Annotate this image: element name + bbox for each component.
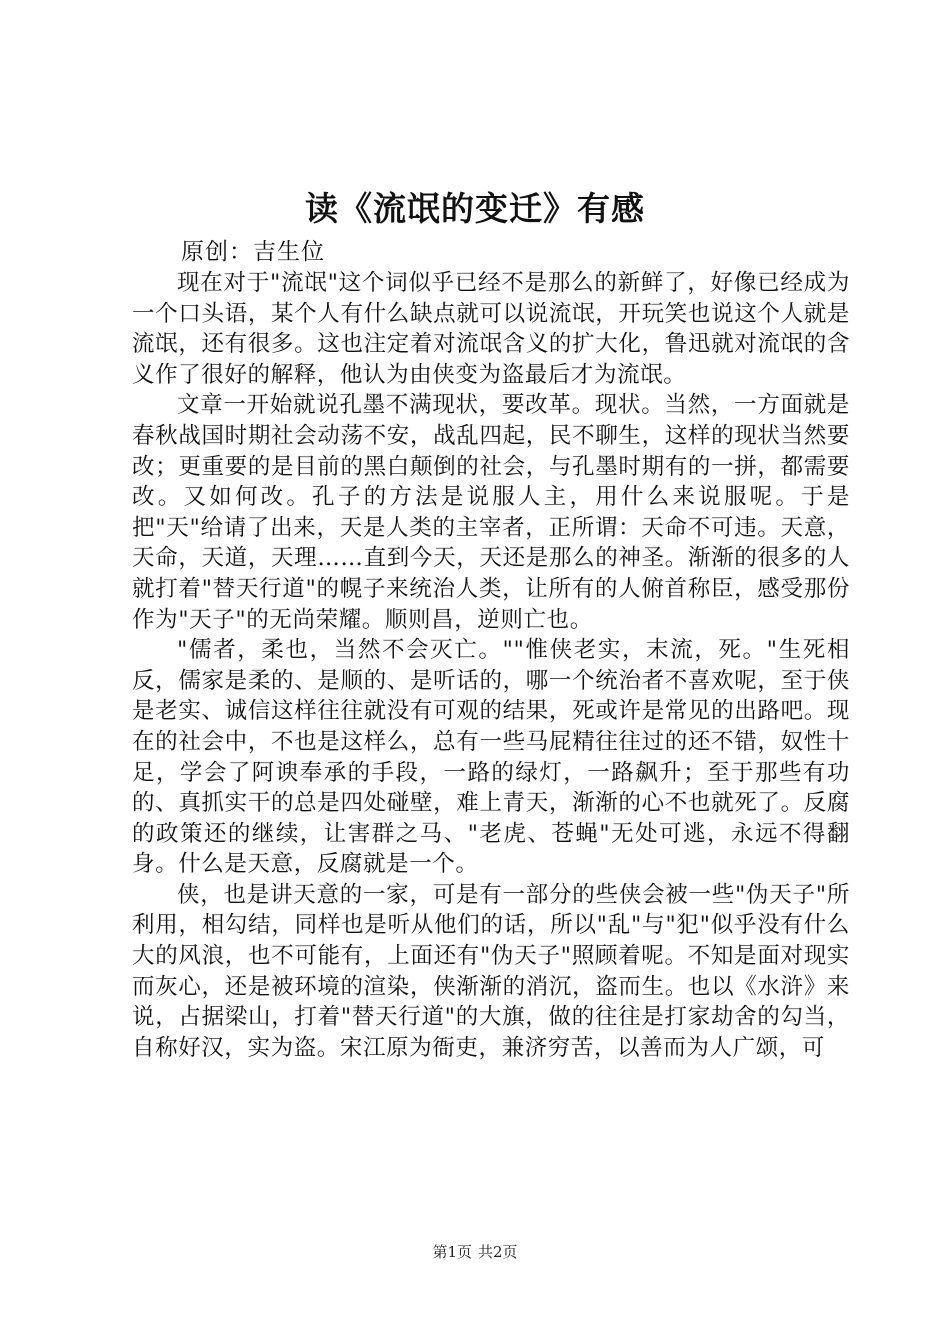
paragraph: 文章一开始就说孔墨不满现状，要改革。现状。当然，一方面就是春秋战国时期社会动荡不安，战乱四起，民不聊生，这样的现状当然要改；更重要的是目前的黑白颠倒的社会，与孔墨时期有的一拼，都需要改。又如何改。孔子的方法是说服人主，用什么来说服呢。于是把"天"给请了出来，天是人类的主宰者，正所谓：天命不可违。天意，天命，天道，天理……直到今天，天还是那么的神圣。渐渐的很多的人就打着"替天行道"的幌子来统治人类，让所有的人俯首称臣，感受那份作为"天子"的无尚荣耀。顺则昌，逆则亡也。 bbox=[132, 392, 850, 633]
paragraph: "儒者，柔也，当然不会灭亡。""惟侠老实，末流，死。"生死相反，儒家是柔的、是顺的、是听话的，哪一个统治者不喜欢呢，至于侠是老实、诚信这样往往就没有可观的结果，死或许是常见的出路吧。现在的社会中，不也是这样么，总有一些马屁精往往过的还不错，奴性十足，学会了阿谀奉承的手段，一路的绿灯，一路飙升；至于那些有功的、真抓实干的总是四处碰壁，难上青天，渐渐的心不也就死了。反腐的政策还的继续，让害群之马、"老虎、苍蝇"无处可逃，永远不得翻身。什么是天意，反腐就是一个。 bbox=[132, 637, 850, 878]
page-number-current: 第1页 bbox=[432, 1243, 472, 1261]
paragraph: 现在对于"流氓"这个词似乎已经不是那么的新鲜了，好像已经成为一个口头语，某个人有什么缺点就可以说流氓，开玩笑也说这个人就是流氓，还有很多。这也注定着对流氓含义的扩大化，鲁迅就对流氓的含义作了很好的解释，他认为由侠变为盗最后才为流氓。 bbox=[132, 270, 850, 388]
author-line: 原创：吉生位 bbox=[181, 239, 325, 265]
document-title: 读《流氓的变迁》有感 bbox=[305, 189, 645, 228]
paragraph: 侠，也是讲天意的一家，可是有一部分的些侠会被一些"伪天子"所利用，相勾结，同样也是听从他们的话，所以"乱"与"犯"似乎没有什么大的风浪，也不可能有，上面还有"伪天子"照顾着呢。不知是面对现实而灰心，还是被环境的渲染，侠渐渐的消沉，盗而生。也以《水浒》来说，占据梁山，打着"替天行道"的大旗，做的往往是打家劫舍的勾当，自称好汉，实为盗。宋江原为衙吏，兼济穷苦，以善而为人广颂，可 bbox=[132, 881, 850, 1061]
page-footer bbox=[0, 1242, 950, 1262]
page-number-total: 共2页 bbox=[478, 1243, 518, 1261]
document-body bbox=[132, 268, 850, 1063]
